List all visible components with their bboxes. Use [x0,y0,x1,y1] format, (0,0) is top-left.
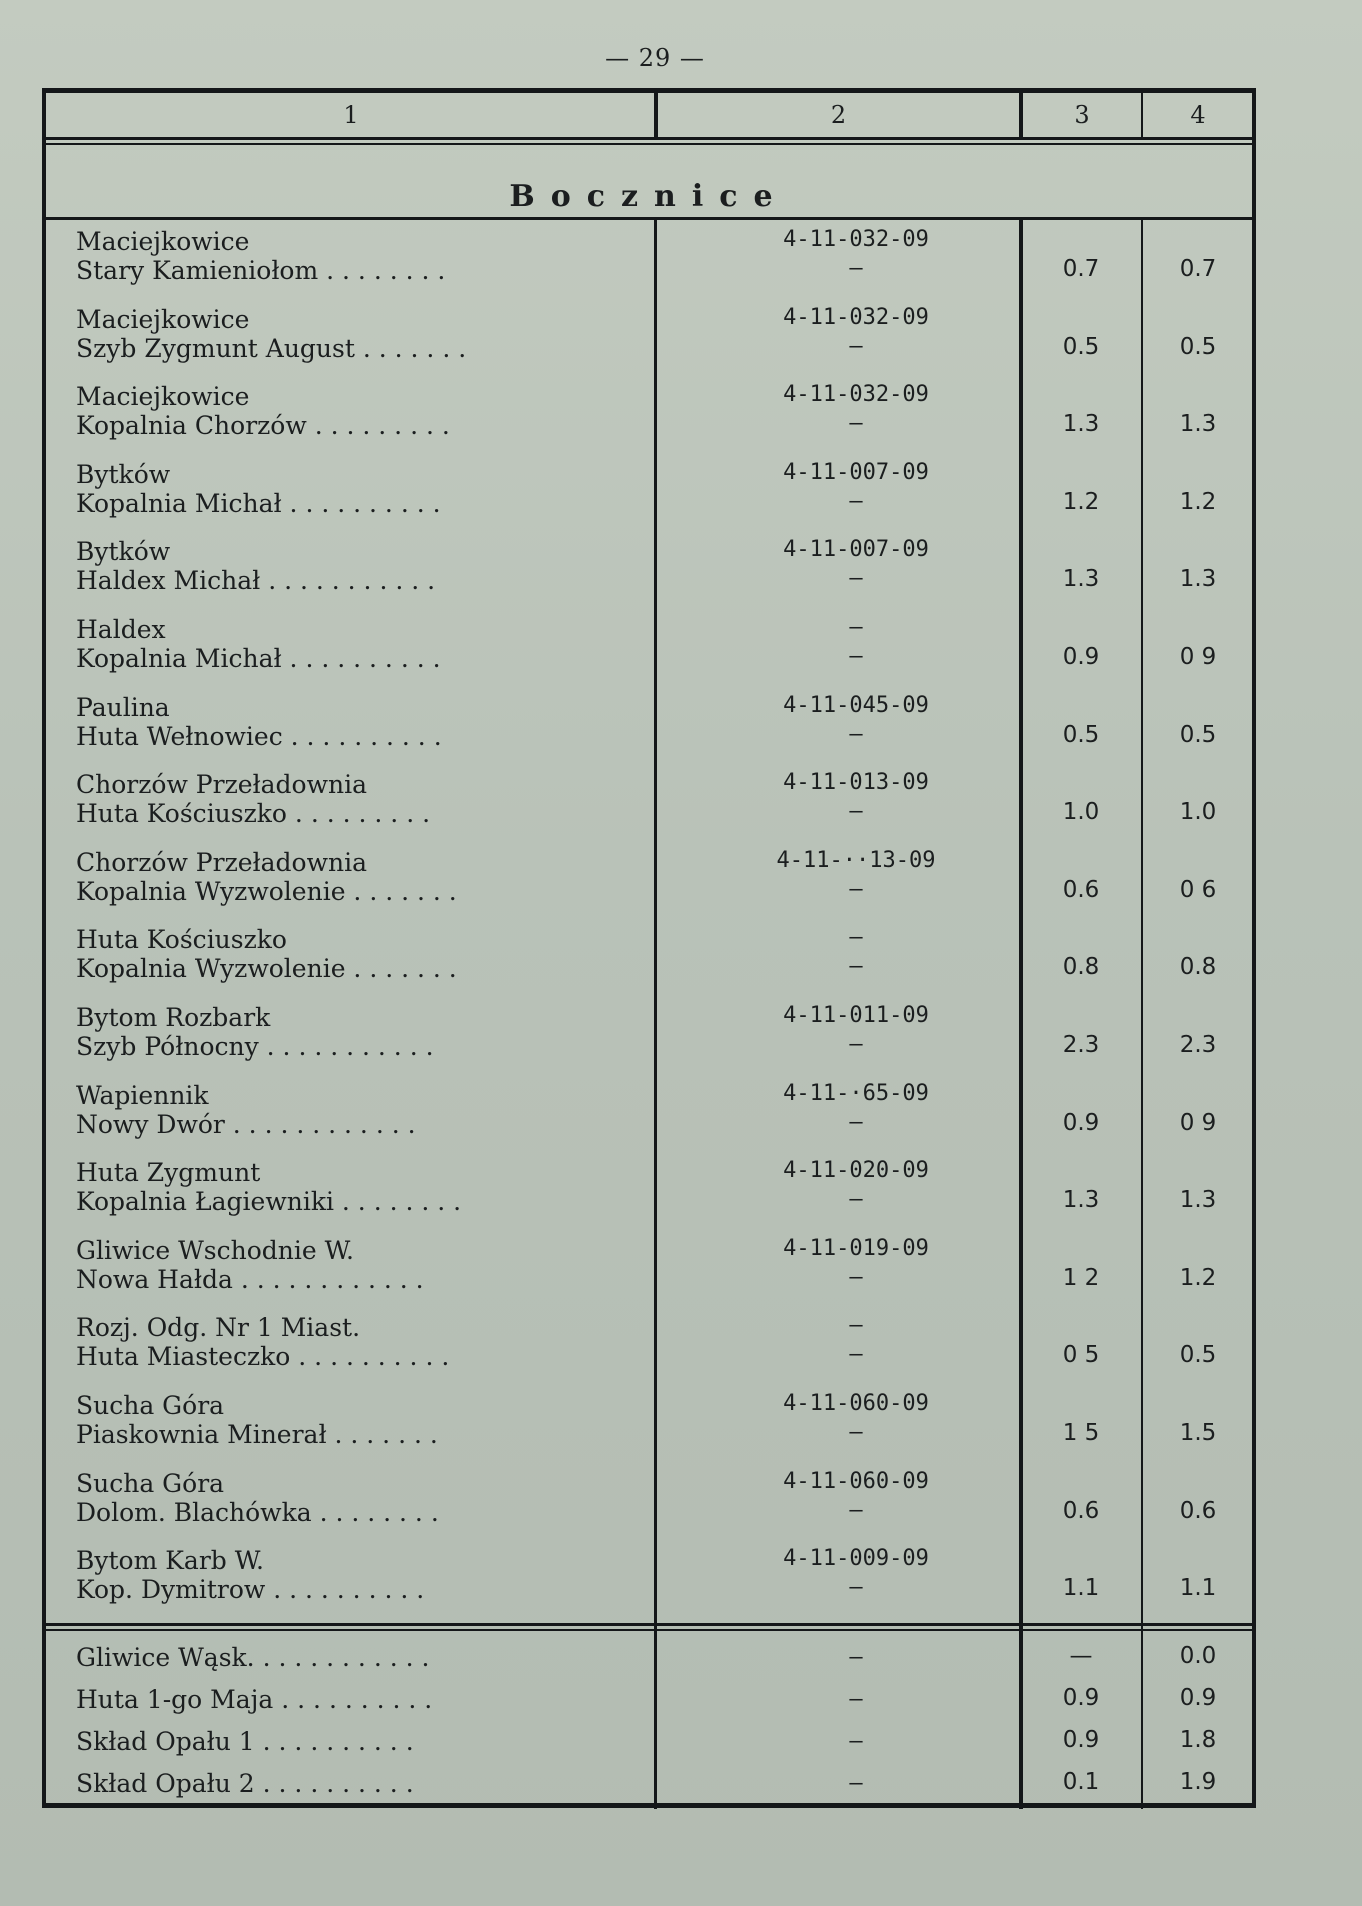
value-col-4: 0 9 [1179,644,1217,670]
value-col-3: 1.1 [1062,1575,1100,1602]
table-row [46,1546,1252,1623]
siding-code: 4-11-019-09 [783,1235,929,1261]
siding-code-secondary: — [849,1575,863,1601]
table-row [46,227,1252,304]
value-col-3: 0.6 [1062,1497,1100,1524]
siding-code: 4-11-020-09 [783,1158,929,1184]
table-row [46,770,1252,847]
value-col-3: 0 5 [1062,1342,1100,1369]
table-row [46,615,1252,692]
table-row [46,1639,1252,1681]
value-col-3: 1 5 [1062,1420,1100,1446]
table-row [46,460,1252,537]
value-col-3: 0.9 [1062,1109,1100,1136]
siding-code-secondary: — [849,333,863,359]
table-row [46,1003,1252,1080]
value-col-4: 1.0 [1179,799,1217,826]
value-col-4: 1.2 [1179,488,1217,515]
value-col-3: 0.7 [1062,256,1100,282]
value-col-4: 1.3 [1179,566,1217,593]
siding-from: Sucha Góra [76,1468,225,1498]
value-col-4: 0.5 [1179,721,1217,748]
siding-to: Huta Wełnowiec . . . . . . . . . . [76,721,442,751]
value-col-3: 1.2 [1062,488,1100,515]
siding-from: Bytom Rozbark [76,1003,271,1032]
siding-code-secondary: — [849,1032,863,1057]
siding-code: 4-11-·65-09 [783,1080,929,1106]
siding-code-secondary: — [849,721,863,747]
siding-from: Rozj. Odg. Nr 1 Miast. [76,1313,361,1343]
siding-code: 4-11-060-09 [783,1391,929,1416]
siding-name: Gliwice Wąsk. . . . . . . . . . . . [76,1643,430,1672]
siding-code-secondary: — [849,644,863,669]
siding-to: Szyb Zygmunt August . . . . . . . [76,333,467,363]
siding-code-secondary: — [849,1187,863,1213]
table-row [46,1081,1252,1158]
table-row [46,305,1252,382]
siding-to: Haldex Michał . . . . . . . . . . . [76,566,436,596]
siding-to: Kopalnia Wyzwolenie . . . . . . . [76,954,457,984]
value-col-3: 0.9 [1062,1727,1100,1753]
table-row [46,1391,1252,1468]
siding-to: Kop. Dymitrow . . . . . . . . . . [76,1575,425,1605]
value-col-4: 1.9 [1179,1769,1217,1795]
section-title: Bocznice [509,179,789,214]
siding-code: — [849,1771,863,1796]
siding-code: 4-11-007-09 [783,537,929,563]
siding-from: Huta Kościuszko [76,925,287,955]
siding-to: Kopalnia Michał . . . . . . . . . . [76,644,441,673]
siding-to: Kopalnia Wyzwolenie . . . . . . . [76,876,457,906]
siding-code-secondary: — [849,954,863,980]
siding-from: Chorzów Przeładownia [76,770,368,800]
siding-code: 4-11-032-09 [783,227,929,252]
header-divider [1141,93,1143,137]
siding-from: Maciejkowice [76,382,250,412]
siding-name: Skład Opału 1 . . . . . . . . . . [76,1727,414,1756]
value-col-4: 0 6 [1179,876,1217,903]
value-col-4: 1.1 [1179,1575,1217,1602]
siding-to: Piaskownia Minerał . . . . . . . [76,1420,438,1449]
siding-code: — [849,925,863,951]
siding-code: 4-11-013-09 [783,770,929,796]
value-col-4: 2.3 [1179,1032,1217,1058]
value-col-4: 1.5 [1179,1420,1217,1446]
value-col-4: 0.6 [1179,1497,1217,1524]
table-row [46,1313,1252,1390]
table-row [46,1765,1252,1807]
siding-code-secondary: — [849,256,863,281]
value-col-4: 0.8 [1179,954,1217,981]
table-row [46,382,1252,459]
page-number: — 29 — [605,44,705,72]
value-col-3: 0.6 [1062,876,1100,903]
value-col-4: 0.0 [1179,1643,1217,1669]
value-col-3: — [1069,1643,1093,1669]
table-row [46,537,1252,614]
value-col-3: 1 2 [1062,1264,1100,1291]
column-header-3: 3 [1074,101,1090,129]
value-col-3: 2.3 [1062,1032,1100,1058]
siding-code: — [849,1645,863,1670]
header-divider [1019,93,1023,137]
value-col-4: 0 9 [1179,1109,1217,1136]
siding-code: — [849,1687,863,1712]
table-row [46,1158,1252,1235]
table-row [46,693,1252,770]
siding-code: 4-11-032-09 [783,304,929,330]
value-col-3: 0.9 [1062,644,1100,670]
value-col-3: 0.9 [1062,1685,1100,1711]
siding-to: Kopalnia Łagiewniki . . . . . . . . [76,1187,462,1217]
value-col-4: 0.9 [1179,1685,1217,1711]
value-col-4: 0.5 [1179,333,1217,360]
siding-code-secondary: — [849,1109,863,1135]
value-col-4: 1.2 [1179,1264,1217,1291]
siding-to: Nowa Hałda . . . . . . . . . . . . [76,1264,424,1294]
siding-code-secondary: — [849,411,863,437]
value-col-3: 1.3 [1062,566,1100,593]
siding-code: 4-11-011-09 [783,1003,929,1028]
siding-code: — [849,1313,863,1339]
siding-from: Huta Zygmunt [76,1158,261,1188]
siding-from: Paulina [76,692,170,722]
table-row [46,925,1252,1002]
siding-code-secondary: — [849,876,863,902]
table-row [46,848,1252,925]
siding-code: 4-11-··13-09 [776,847,936,873]
siding-code-secondary: — [849,488,863,514]
siding-from: Maciejkowice [76,304,250,334]
siding-code: 4-11-007-09 [783,459,929,485]
table-row [46,1681,1252,1723]
value-col-4: 1.8 [1179,1727,1217,1753]
column-header-1: 1 [343,101,359,129]
siding-code: — [849,615,863,640]
table-row [46,1236,1252,1313]
siding-to: Szyb Północny . . . . . . . . . . . [76,1032,434,1061]
column-header-4: 4 [1190,101,1206,129]
siding-from: Maciejkowice [76,227,250,256]
header-divider [654,93,658,137]
value-col-3: 1.3 [1062,1187,1100,1214]
group-separator [46,1623,1252,1626]
siding-from: Bytom Karb W. [76,1546,265,1576]
value-col-3: 0.1 [1062,1769,1100,1795]
siding-from: Chorzów Przeładownia [76,847,368,877]
siding-code-secondary: — [849,1420,863,1445]
group-separator [46,1629,1252,1631]
siding-to: Nowy Dwór . . . . . . . . . . . . [76,1109,416,1139]
value-col-3: 1.3 [1062,411,1100,438]
value-col-4: 1.3 [1179,411,1217,438]
siding-from: Sucha Góra [76,1391,225,1420]
siding-from: Haldex [76,615,166,644]
siding-code: 4-11-009-09 [783,1546,929,1572]
siding-to: Stary Kamieniołom . . . . . . . . [76,256,446,285]
siding-code-secondary: — [849,1264,863,1290]
value-col-3: 1.0 [1062,799,1100,826]
siding-from: Bytków [76,537,171,567]
siding-from: Wapiennik [76,1080,209,1110]
table-row [46,1469,1252,1546]
sidings-table [42,88,1256,1808]
value-col-4: 0.7 [1179,256,1217,282]
siding-code: 4-11-032-09 [783,382,929,408]
value-col-3: 0.8 [1062,954,1100,981]
value-col-4: 1.3 [1179,1187,1217,1214]
siding-code: — [849,1729,863,1754]
section-rule [46,217,1252,220]
siding-name: Huta 1-go Maja . . . . . . . . . . [76,1685,433,1714]
column-header-2: 2 [830,101,847,129]
siding-code-secondary: — [849,1342,863,1368]
header-rule [46,137,1252,140]
siding-to: Dolom. Blachówka . . . . . . . . [76,1497,439,1527]
siding-to: Kopalnia Chorzów . . . . . . . . . [76,411,450,441]
siding-to: Kopalnia Michał . . . . . . . . . . [76,488,441,518]
table-row [46,1723,1252,1765]
siding-code-secondary: — [849,566,863,592]
siding-to: Huta Kościuszko . . . . . . . . . [76,799,431,829]
siding-to: Huta Miasteczko . . . . . . . . . . [76,1342,450,1372]
siding-code-secondary: — [849,1497,863,1523]
value-col-3: 0.5 [1062,721,1100,748]
siding-code-secondary: — [849,799,863,825]
siding-code: 4-11-045-09 [783,692,929,718]
siding-from: Bytków [76,459,171,489]
siding-name: Skład Opału 2 . . . . . . . . . . [76,1769,414,1798]
siding-code: 4-11-060-09 [783,1468,929,1494]
value-col-4: 0.5 [1179,1342,1217,1369]
value-col-3: 0.5 [1062,333,1100,360]
siding-from: Gliwice Wschodnie W. [76,1235,354,1265]
